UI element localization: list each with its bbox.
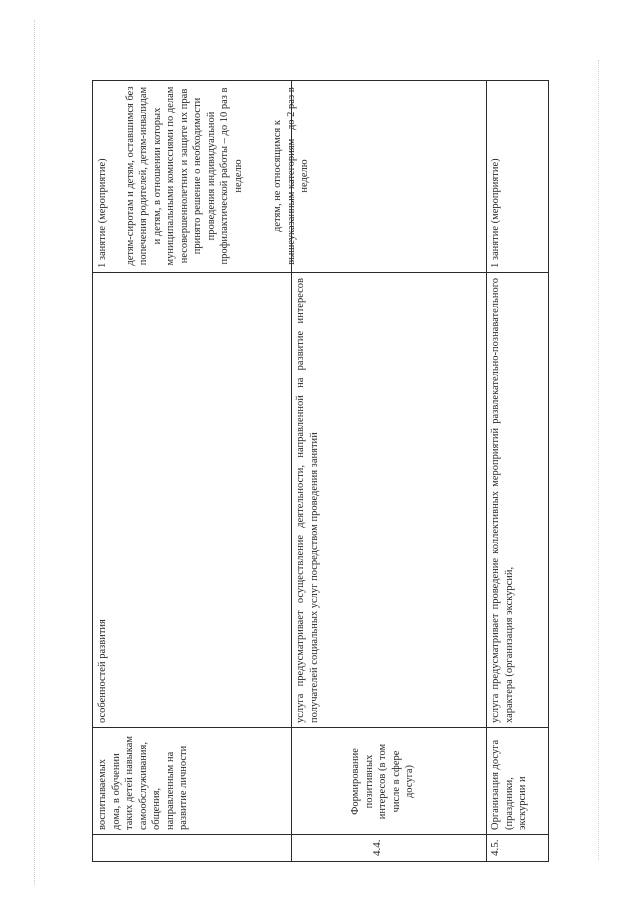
row3-frequency: 1 занятие (мероприятие): [490, 158, 501, 268]
row2-service-name: Формирование позитивных интересов (в том числе в сфере досуга): [350, 743, 415, 820]
services-table: [92, 80, 549, 862]
scan-edge-right: [598, 60, 599, 860]
row1-service-name: воспитываемых дома, в обучении таких детей навыкам самообслуживания, общения, направленным на развитие личности: [97, 735, 189, 830]
row1-frequency: [93, 79, 310, 273]
row3-service-description: услуга предусматривает проведение коллективных мероприятий развлекательно-познавательного характера (организация экскурсий,: [490, 278, 515, 723]
row2-number: 4.4.: [371, 839, 383, 856]
scan-edge-left: [34, 20, 35, 885]
row1-frequency-title: 1 занятие (мероприятие): [97, 158, 108, 268]
row3-number: 4.5.: [489, 839, 501, 856]
row1-frequency-detail-2: детям, не относящимся к вышеуказанным категориям - до 2 раз в неделю: [272, 87, 310, 265]
row1-frequency-detail-1: детям-сиротам и детям, оставшимся без попечения родителей, детям-инвалидам и детям, в отношении которых муниципальными комиссиями по делам несовершеннолетних и защите их прав принято решение о необходимости проведения индивидуальной профилактической работы – до 10 раз в неделю: [124, 86, 244, 266]
rotated-table-wrapper: [92, 80, 549, 862]
row1-service-description: особенностей развития: [97, 619, 108, 723]
row2-frequency: [291, 79, 486, 273]
row2-service-description: услуга предусматривает осуществление деятельности, направленной на развитие интересов получателей социальных услуг посредством проведения занятий: [295, 278, 320, 723]
row3-service-name: Организация досуга (праздники, экскурсии и: [490, 739, 528, 830]
row1-number: [93, 835, 291, 861]
